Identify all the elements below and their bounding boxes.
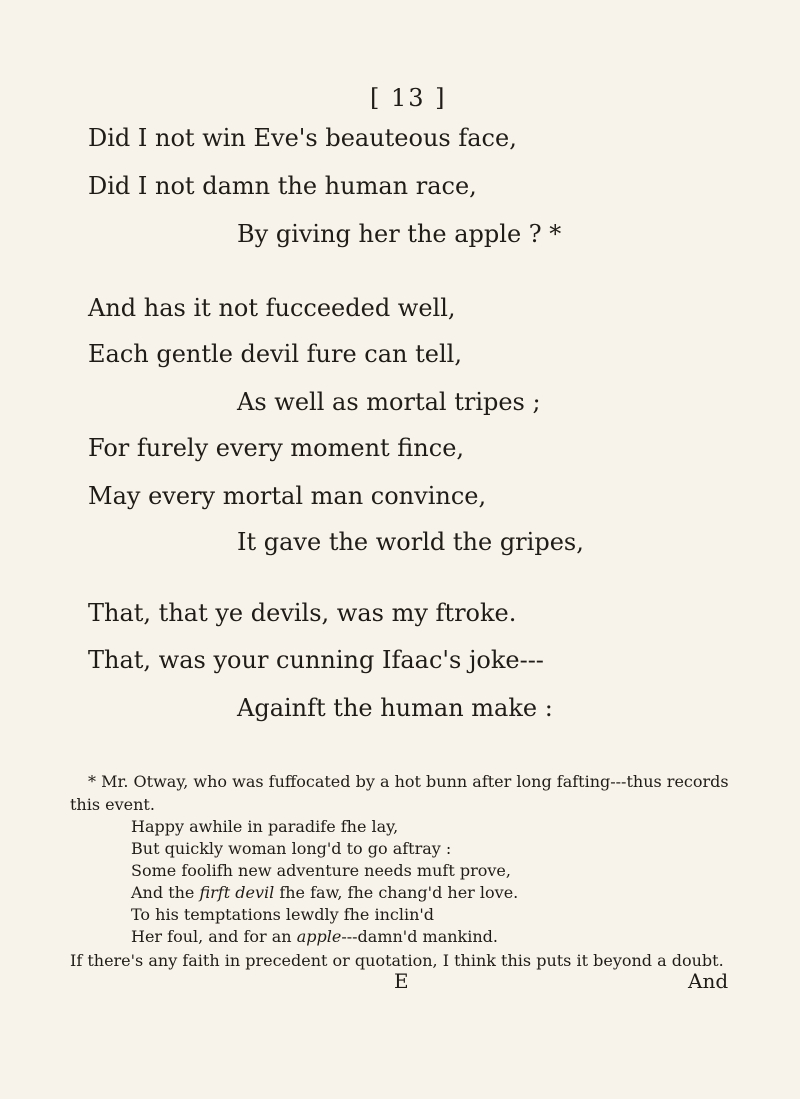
verse-line: By giving her the apple ? *: [237, 220, 562, 248]
footnote-intro: * Mr. Otway, who was fuffocated by a hot bunn after long fafting---thus records: [88, 772, 729, 791]
footnote-verse-line: [131, 883, 518, 902]
verse-line: Againft the human make :: [237, 694, 553, 722]
footnote-verse-line: To his temptations lewdly fhe inclin'd: [131, 905, 435, 924]
footnote-closing: If there's any faith in precedent or quotation, I think this puts it beyond a doubt.: [70, 951, 724, 970]
verse-line: That, was your cunning Ifaac's joke---: [88, 646, 544, 674]
verse-line: And has it not fucceeded well,: [88, 294, 456, 322]
footnote-text: And the: [131, 883, 200, 902]
verse-line: May every mortal man convince,: [88, 482, 487, 510]
verse-line: For furely every moment fince,: [88, 434, 465, 462]
verse-line: As well as mortal tripes ;: [237, 388, 541, 416]
footnote-verse-line: Some foolifh new adventure needs muft prove,: [131, 861, 511, 880]
signature-mark: E: [394, 969, 409, 993]
footnote-intro-end: this event.: [70, 795, 155, 814]
footnote-italic: apple: [296, 927, 342, 946]
verse-line: That, that ye devils, was my ftroke.: [88, 599, 517, 627]
verse-line: Each gentle devil fure can tell,: [88, 340, 462, 368]
footnote-text: Her foul, and for an: [131, 927, 297, 946]
footnote-verse-line: Happy awhile in paradife fhe lay,: [131, 817, 399, 836]
verse-line: Did I not win Eve's beauteous face,: [88, 124, 517, 152]
footnote-text: fhe faw, fhe chang'd her love.: [274, 883, 519, 902]
verse-line: Did I not damn the human race,: [88, 172, 477, 200]
footnote-verse-line: [131, 927, 498, 946]
footnote-verse-line: But quickly woman long'd to go aftray :: [131, 839, 452, 858]
page-number-header: [ 13 ]: [370, 84, 447, 112]
catchword: And: [688, 969, 729, 993]
footnote-italic: firft devil: [199, 883, 275, 902]
verse-line: It gave the world the gripes,: [237, 528, 584, 556]
footnote-text: ---damn'd mankind.: [341, 927, 498, 946]
